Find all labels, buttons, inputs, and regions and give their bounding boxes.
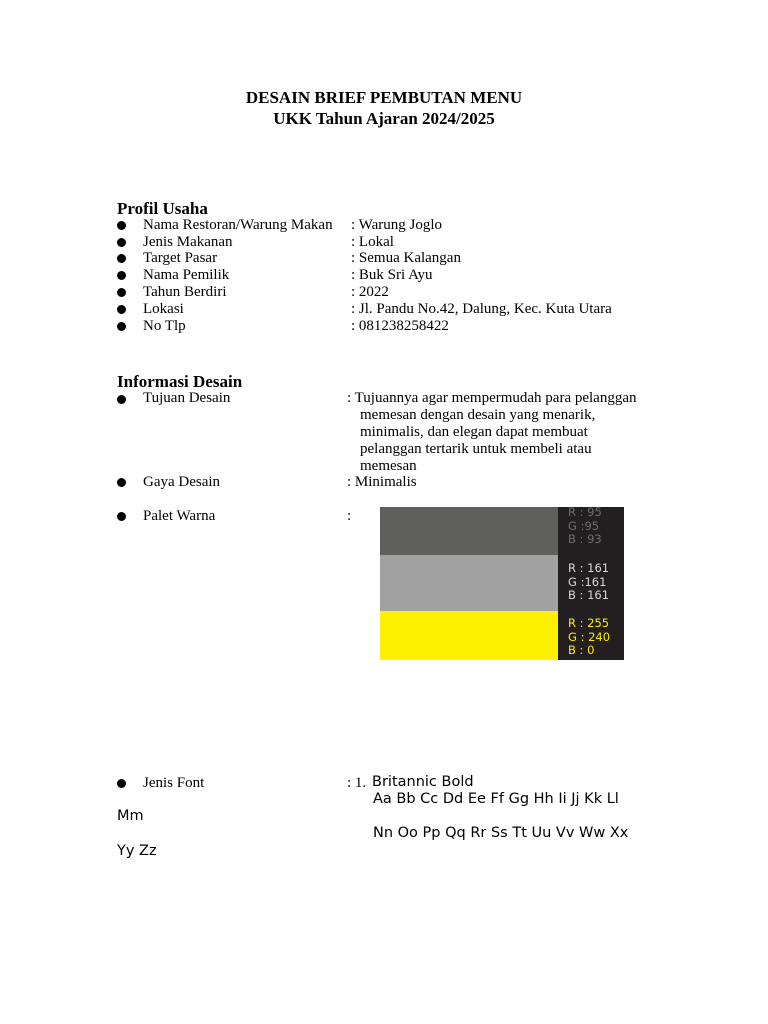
field-label: Palet Warna — [143, 508, 216, 524]
field-label: Gaya Desain — [143, 474, 221, 490]
bullet-icon — [117, 221, 126, 230]
font-sample-line: Aa Bb Cc Dd Ee Ff Gg Hh Ii Jj Kk Ll — [373, 791, 619, 807]
rgb-label-yellow: R : 255 G : 240 B : 0 — [568, 616, 611, 657]
field-label: Jenis Makanan — [143, 234, 233, 250]
field-label: Tahun Berdiri — [143, 284, 227, 300]
field-value: : Jl. Pandu No.42, Dalung, Kec. Kuta Utara — [351, 301, 612, 317]
field-value: : Buk Sri Ayu — [351, 267, 433, 283]
bullet-icon — [117, 238, 126, 247]
bullet-icon — [117, 322, 126, 331]
field-value: : 2022 — [351, 284, 389, 300]
bullet-icon — [117, 254, 126, 263]
swatch-dark-gray — [380, 507, 558, 555]
bullet-icon — [117, 305, 126, 314]
bullet-icon — [117, 779, 126, 788]
color-palette-image — [380, 507, 624, 660]
font-name: Britannic Bold — [372, 774, 474, 790]
font-sample-line: Yy Zz — [117, 843, 157, 859]
swatch-yellow — [380, 611, 558, 660]
font-number: : 1. — [347, 775, 367, 791]
tujuan-line: : Tujuannya agar mempermudah para pelanggan — [347, 390, 637, 406]
document-subtitle: UKK Tahun Ajaran 2024/2025 — [273, 109, 495, 128]
tujuan-line: memesan dengan desain yang menarik, — [360, 407, 596, 423]
field-value: : Warung Joglo — [351, 217, 443, 233]
field-value: : 081238258422 — [351, 318, 449, 334]
bullet-icon — [117, 478, 126, 487]
tujuan-line: minimalis, dan elegan dapat membuat — [360, 424, 588, 440]
section-heading-profil: Profil Usaha — [117, 199, 208, 218]
field-label: Tujuan Desain — [143, 390, 231, 406]
font-sample-line: Nn Oo Pp Qq Rr Ss Tt Uu Vv Ww Xx — [373, 825, 629, 841]
field-value: : Semua Kalangan — [351, 250, 461, 266]
field-label: Target Pasar — [143, 250, 218, 266]
swatch-light-gray — [380, 555, 558, 611]
section-heading-informasi: Informasi Desain — [117, 372, 243, 391]
document-title: DESAIN BRIEF PEMBUTAN MENU — [245, 88, 523, 107]
rgb-label-dark-gray: R : 95 G :95 B : 93 — [568, 505, 602, 546]
field-value: : — [347, 508, 352, 524]
field-value: : Lokal — [351, 234, 394, 250]
bullet-icon — [117, 395, 126, 404]
field-label: Nama Restoran/Warung Makan — [143, 217, 333, 233]
field-label: Lokasi — [143, 301, 184, 317]
field-label: No Tlp — [143, 318, 186, 334]
bullet-icon — [117, 271, 126, 280]
field-label: Jenis Font — [143, 775, 205, 791]
font-sample-line: Mm — [117, 808, 144, 824]
field-label: Nama Pemilik — [143, 267, 230, 283]
tujuan-line: memesan — [360, 458, 417, 474]
rgb-label-light-gray: R : 161 G :161 B : 161 — [568, 561, 610, 602]
tujuan-line: pelanggan tertarik untuk membeli atau — [360, 441, 592, 457]
bullet-icon — [117, 288, 126, 297]
bullet-icon — [117, 512, 126, 521]
field-value: : Minimalis — [347, 474, 417, 490]
